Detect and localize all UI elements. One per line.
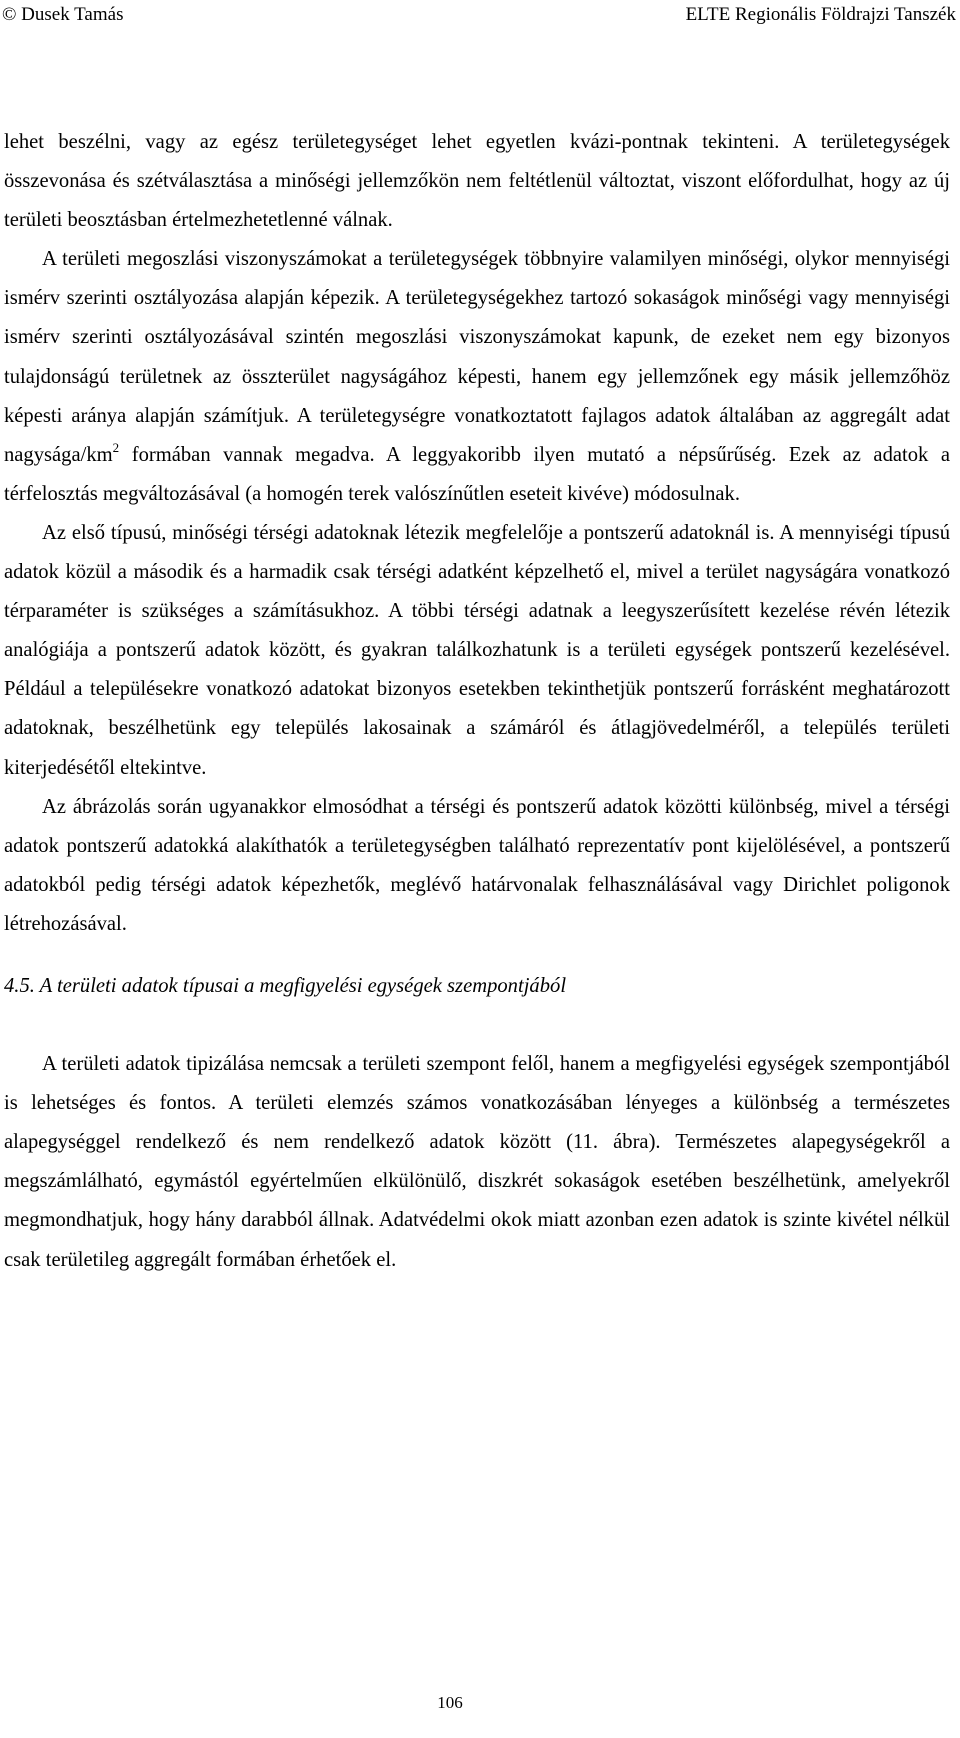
header-department: ELTE Regionális Földrajzi Tanszék (685, 4, 956, 25)
paragraph-2-part-2: formában vannak megadva. A leggyakoribb ilyen mutató a népsűrűség. Ezek az adatok a térfelosztás megváltozásával (a homogén terek valószínűtlen eseteit kivéve) módosulnak. (4, 443, 950, 505)
page-header (0, 4, 960, 32)
body-text (4, 123, 950, 1280)
paragraph-5: A területi adatok tipizálása nemcsak a területi szempont felől, hanem a megfigyelési egységek szempontjából is lehetséges és fontos. A területi elemzés számos vonatkozásában lényeges a különbség a természetes alapegységgel rendelkező és nem rendelkező adatok között (11. ábra). Természetes alapegységekről a megszámlálható, egymástól egyértelműen elkülönülő, diszkrét sokaságok esetében beszélhetünk, amelyekről megmondhatjuk, hogy hány darabból állnak. Adatvédelmi okok miatt azonban ezen adatok is szinte kivétel nélkül csak területileg aggregált formában érhetőek el. (4, 1053, 950, 1271)
paragraph-2-part-1: A területi megoszlási viszonyszámokat a területegységek többnyire valamilyen minőségi, olykor mennyiségi ismérv szerinti osztályozása alapján képezik. A területegységekhez tartozó sokaságok minőségi vagy mennyiségi ismérv szerinti osztályozásával szintén megoszlási viszonyszámokat kapunk, de ezeket nem egy bizonyos tulajdonságú területnek az összterület nagyságához képesti, hanem egy jellemzőnek egy másik jellemzőhöz képesti aránya alapján számítjuk. A területegységre vonatkoztatott fajlagos adatok általában az aggregált adat nagysága/km (4, 248, 950, 466)
superscript-2: 2 (112, 439, 120, 455)
paragraph-2 (4, 240, 950, 514)
paragraph-3: Az első típusú, minőségi térségi adatoknak létezik megfelelője a pontszerű adatoknál is. A mennyiségi típusú adatok közül a második és a harmadik csak térségi adatként képzelhető el, mivel a terület nagyságára vonatkozó térparaméter is szükséges a számításukhoz. A többi térségi adatnak a leegyszerűsített kezelése révén létezik analógiája a pontszerű adatok között, és gyakran találkozhatunk is a területi egységek pontszerű kezelésével. Például a településekre vonatkozó adatokat bizonyos esetekben tekinthetjük pontszerű forrásként meghatározott adatoknak, beszélhetünk egy település lakosainak a számáról és átlagjövedelméről, a település területi kiterjedésétől eltekintve. (4, 521, 950, 779)
section-heading: 4.5. A területi adatok típusai a megfigyelési egységek szempontjából (4, 974, 567, 997)
page-number: 106 (437, 1693, 463, 1712)
paragraph-4: Az ábrázolás során ugyanakkor elmosódhat a térségi és pontszerű adatok közötti különbség, mivel a térségi adatok pontszerű adatokká alakíthatók a területegységben található reprezentatív pont kijelölésével, a pontszerű adatokból pedig térségi adatok képezhetők, meglévő határvonalak felhasználásával vagy Dirichlet poligonok létrehozásával. (4, 795, 950, 935)
header-copyright: © Dusek Tamás (2, 4, 124, 25)
paragraph-1: lehet beszélni, vagy az egész területegységet lehet egyetlen kvázi-pontnak tekinteni. A területegységek összevonása és szétválasztása a minőségi jellemzőkön nem feltétlenül változtat, viszont előfordulhat, hogy az új területi beosztásban értelmezhetetlenné válnak. (4, 131, 950, 232)
